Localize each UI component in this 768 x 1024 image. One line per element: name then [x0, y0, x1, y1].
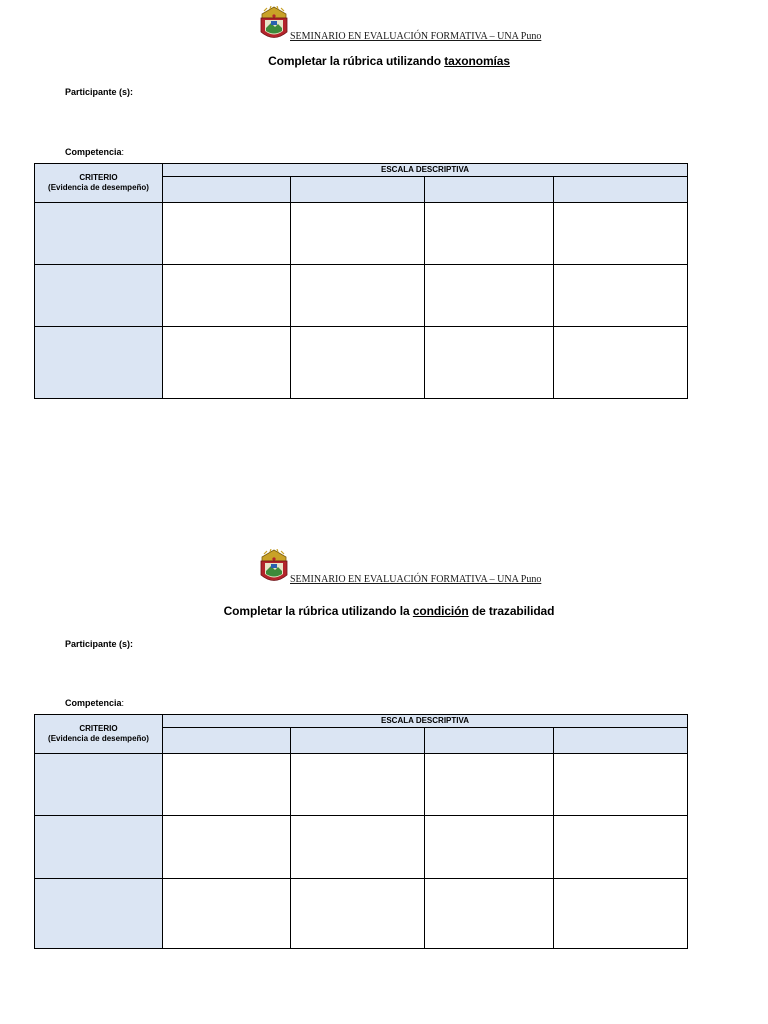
table-row — [35, 203, 688, 265]
document-header — [258, 6, 542, 50]
level-header-cell[interactable] — [554, 728, 688, 754]
title-emphasis: taxonomías — [444, 54, 510, 68]
criterion-cell[interactable] — [35, 203, 163, 265]
descriptor-cell[interactable] — [554, 879, 688, 949]
seminar-title: SEMINARIO EN EVALUACIÓN FORMATIVA – UNA Puno — [290, 31, 542, 42]
competence-label — [65, 698, 124, 708]
table-row — [35, 816, 688, 879]
participant-label: Participante (s): — [65, 87, 134, 97]
descriptor-cell[interactable] — [291, 879, 425, 949]
criterion-cell[interactable] — [35, 754, 163, 816]
descriptor-cell[interactable] — [291, 265, 425, 327]
title-emphasis: condición — [412, 604, 469, 618]
level-header-cell[interactable] — [291, 728, 425, 754]
competence-label — [65, 147, 124, 157]
descriptor-cell[interactable] — [425, 754, 554, 816]
university-crest-icon — [258, 6, 290, 44]
descriptor-cell[interactable] — [163, 879, 291, 949]
descriptor-cell[interactable] — [425, 265, 554, 327]
descriptor-cell[interactable] — [425, 203, 554, 265]
descriptor-cell[interactable] — [554, 754, 688, 816]
title-text: Completar la rúbrica utilizando — [268, 54, 445, 68]
descriptor-cell[interactable] — [554, 265, 688, 327]
descriptor-cell[interactable] — [554, 203, 688, 265]
university-crest-icon — [258, 549, 290, 587]
page-title — [0, 604, 768, 618]
seminar-title: SEMINARIO EN EVALUACIÓN FORMATIVA – UNA Puno — [290, 574, 542, 585]
title-suffix: de trazabilidad — [468, 604, 555, 618]
criterio-header — [35, 715, 163, 754]
table-row — [35, 265, 688, 327]
table-row — [35, 327, 688, 399]
competence-colon: : — [121, 147, 125, 157]
descriptor-cell[interactable] — [291, 816, 425, 879]
descriptor-cell[interactable] — [291, 754, 425, 816]
descriptor-cell[interactable] — [291, 327, 425, 399]
competence-label-text: Competencia — [65, 698, 122, 708]
descriptor-cell[interactable] — [163, 265, 291, 327]
level-header-cell[interactable] — [425, 177, 554, 203]
descriptor-cell[interactable] — [163, 754, 291, 816]
rubric-table — [34, 714, 688, 949]
table-row — [35, 754, 688, 816]
evidencia-label: (Evidencia de desempeño) — [48, 183, 149, 192]
descriptor-cell[interactable] — [163, 327, 291, 399]
descriptor-cell[interactable] — [163, 203, 291, 265]
competence-colon: : — [121, 698, 125, 708]
descriptor-cell[interactable] — [425, 327, 554, 399]
criterion-cell[interactable] — [35, 879, 163, 949]
escala-header: ESCALA DESCRIPTIVA — [163, 164, 688, 177]
criterion-cell[interactable] — [35, 265, 163, 327]
title-text: Completar la rúbrica utilizando la — [223, 604, 413, 618]
descriptor-cell[interactable] — [554, 816, 688, 879]
criterion-cell[interactable] — [35, 327, 163, 399]
criterio-label: CRITERIO — [79, 724, 118, 733]
table-row — [35, 879, 688, 949]
page-title — [0, 54, 768, 68]
participant-label: Participante (s): — [65, 639, 134, 649]
level-header-cell[interactable] — [554, 177, 688, 203]
descriptor-cell[interactable] — [425, 879, 554, 949]
rubric-table — [34, 163, 688, 399]
criterion-cell[interactable] — [35, 816, 163, 879]
criterio-header — [35, 164, 163, 203]
level-header-cell[interactable] — [291, 177, 425, 203]
level-header-cell[interactable] — [163, 728, 291, 754]
descriptor-cell[interactable] — [425, 816, 554, 879]
competence-label-text: Competencia — [65, 147, 122, 157]
level-header-cell[interactable] — [425, 728, 554, 754]
escala-header: ESCALA DESCRIPTIVA — [163, 715, 688, 728]
evidencia-label: (Evidencia de desempeño) — [48, 734, 149, 743]
document-header — [258, 549, 542, 593]
level-header-cell[interactable] — [163, 177, 291, 203]
descriptor-cell[interactable] — [163, 816, 291, 879]
descriptor-cell[interactable] — [554, 327, 688, 399]
criterio-label: CRITERIO — [79, 173, 118, 182]
descriptor-cell[interactable] — [291, 203, 425, 265]
